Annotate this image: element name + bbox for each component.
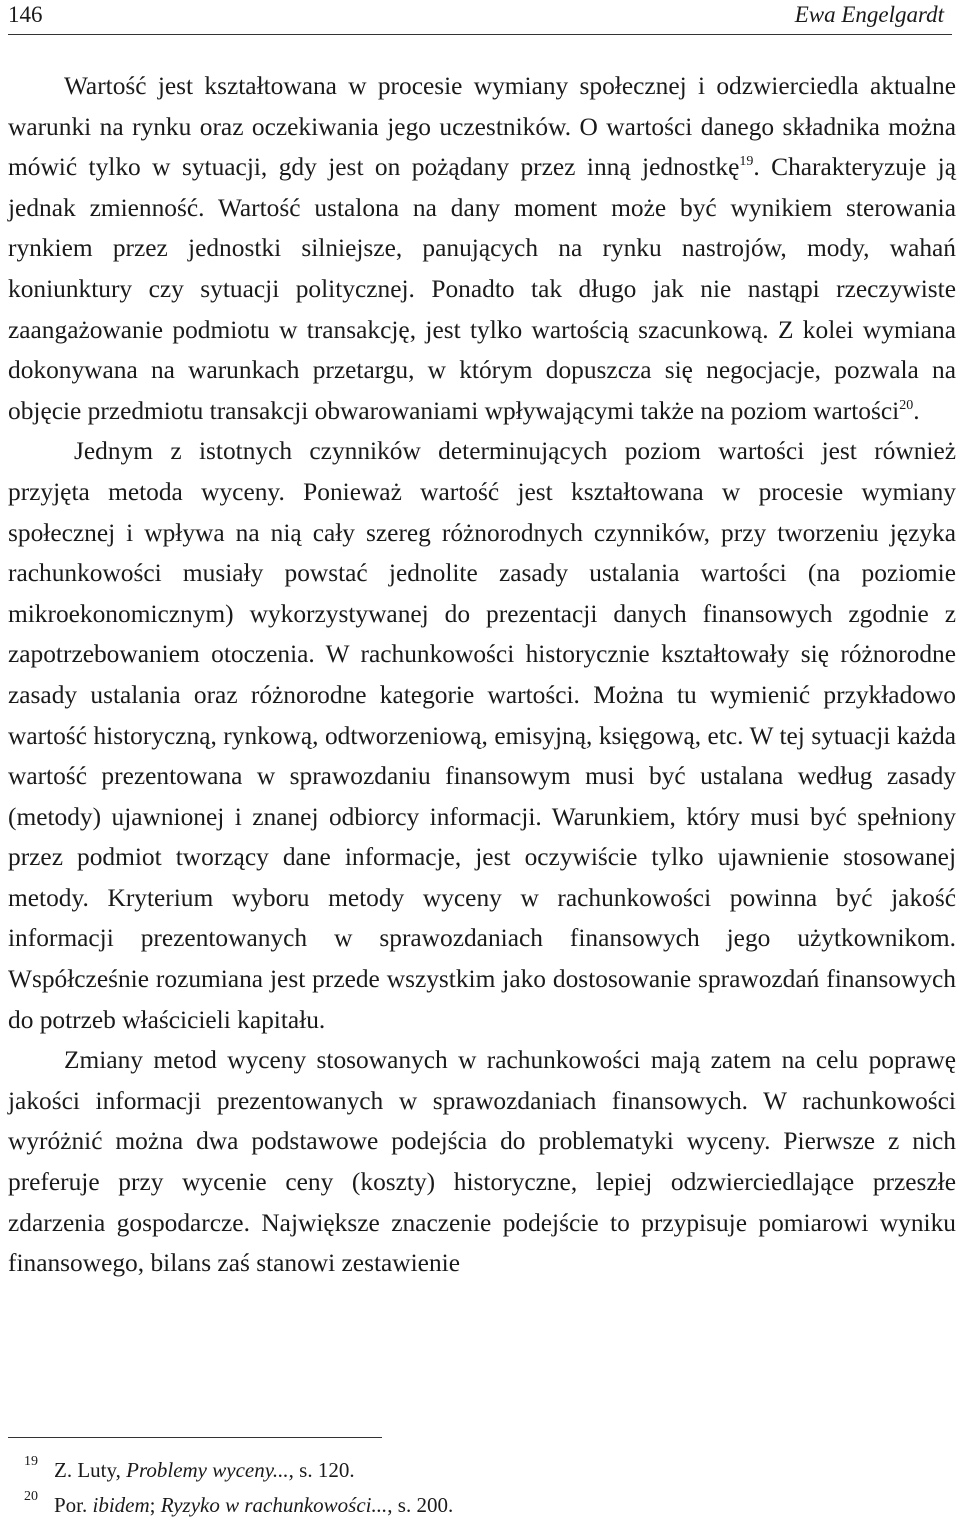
footnote-text: [54, 1458, 355, 1483]
footnote-text: [54, 1493, 453, 1518]
footnote-title-2: Ryzyko w rachunkowości...: [160, 1493, 388, 1517]
text-segment: Zmiany metod wyceny stosowanych w rachunkowości mają zatem na celu poprawę jakości informacji prezentowanych w sprawozdaniach finansowych. W rachunkowości wyróżnić można dwa podstawowe podejścia do problematyki wyceny. Pierwsze z nich preferuje przy wycenie ceny (koszty) historyczne, lepiej odzwierciedlające przeszłe zdarzenia gospodarcze. Największe znaczenie podejście to przypisuje pomiarowi wyniku finansowego, bilans zaś stanowi zestawienie: [8, 1046, 956, 1278]
text-segment: . Charakteryzuje ją jednak zmienność. Wartość ustalona na dany moment może być wynikiem sterowania rynkiem przez jednostki silniejsze, panujących na rynku nastrojów, mody, wahań koniunktury czy sytuacji politycznej. Ponadto tak długo jak nie nastąpi rzeczywiste zaangażowanie podmiotu w transakcję, jest tylko wartością szacunkową. Z kolei wymiana dokonywana na warunkach przetargu, w którym dopuszcza się negocjacje, pozwala na objęcie przedmiotu transakcji obwarowaniami wpływającymi także na poziom wartości: [8, 153, 956, 425]
text-segment: .: [913, 396, 920, 425]
footnote-page: , s. 200.: [387, 1493, 454, 1517]
page-header: [8, 0, 952, 35]
footnote-title: Problemy wyceny...: [126, 1458, 289, 1482]
footnote-author: Z. Luty,: [54, 1458, 127, 1482]
footnote-19: [8, 1454, 948, 1493]
footnote-page: , s. 120.: [288, 1458, 355, 1482]
footnote-separator: [8, 1437, 382, 1438]
footnote-prefix: Por.: [54, 1493, 93, 1517]
footnote-ref-19[interactable]: 19: [739, 154, 754, 170]
footnote-number: 19: [24, 1454, 38, 1469]
footnote-number: 20: [24, 1489, 38, 1504]
paragraph-1: [8, 66, 956, 431]
page-number: 146: [8, 2, 43, 27]
footnote-20: [8, 1489, 948, 1528]
footnote-ref-20[interactable]: 20: [899, 397, 914, 413]
body-text: [8, 66, 956, 1284]
text-segment: Wartość jest kształtowana w procesie wymiany społecznej i odzwierciedla aktualne warunki na rynku oraz oczekiwania jego uczestników. O wartości danego składnika można mówić tylko w sytuacji, gdy jest on pożądany przez inną jednostkę: [8, 72, 956, 182]
running-head-author: Ewa Engelgardt: [794, 2, 944, 27]
footnote-separator-text: ;: [149, 1493, 161, 1517]
paragraph-2: [8, 431, 956, 1040]
text-segment: Jednym z istotnych czynników determinujących poziom wartości jest również przyjęta metoda wyceny. Ponieważ wartość jest kształtowana w procesie wymiany społecznej i wpływa na nią cały szereg różnorodnych czynników, przy tworzeniu języka rachunkowości musiały powstać jednolite zasady ustalania wartości (na poziomie mikroekonomicznym) wykorzystywanej do prezentacji danych finansowych zgodnie z zapotrzebowaniem otoczenia. W rachunkowości historycznie kształtowały się różnorodne zasady ustalania oraz różnorodne kategorie wartości. Można tu wymienić przykładowo wartość historyczną, rynkową, odtworzeniową, emisyjną, księgową, etc. W tej sytuacji każda wartość prezentowana w sprawozdaniu finansowym musi być ustalana według zasady (metody) ujawnionej i znanej odbiorcy informacji. Warunkiem, który musi być spełniony przez podmiot tworzący dane informacje, jest oczywiście tylko ujawnienie stosowanej metody. Kryterium wyboru metody wyceny w rachunkowości powinna być jakość informacji prezentowanych w sprawozdaniach finansowych jego użytkownikom. Współcześnie rozumiana jest przede wszystkim jako dostosowanie sprawozdań finansowych do potrzeb właścicieli kapitału.: [8, 437, 956, 1034]
footnote-title: ibidem: [92, 1493, 150, 1517]
paragraph-3: [8, 1040, 956, 1284]
footnotes: [8, 1454, 948, 1528]
